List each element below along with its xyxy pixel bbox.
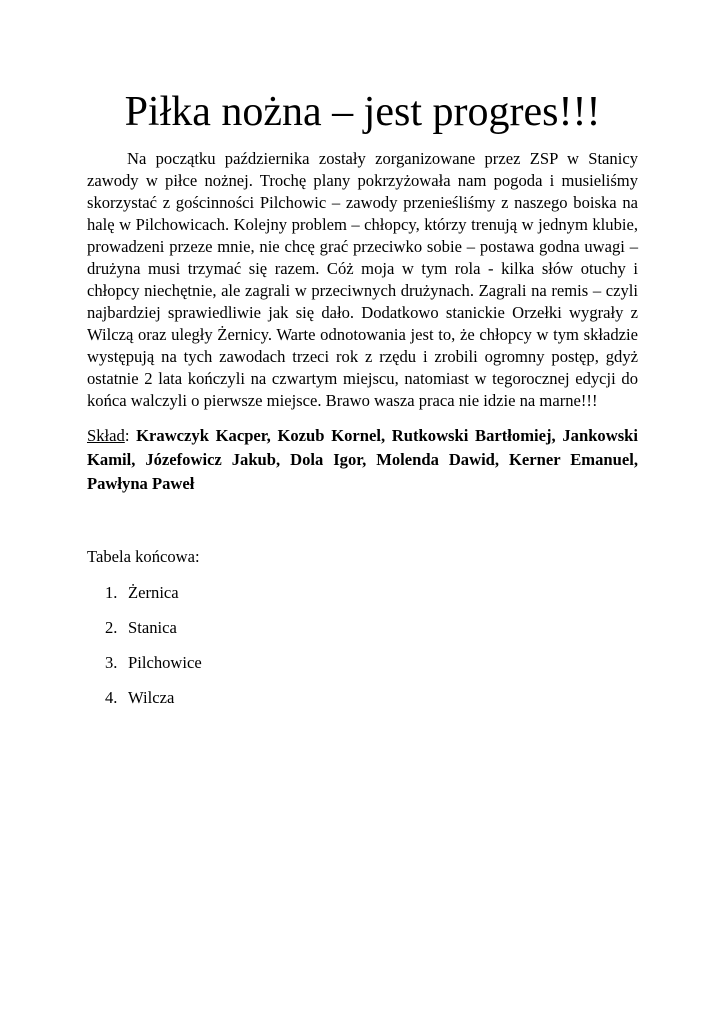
article-paragraph: Na początku października zostały zorganizowane przez ZSP w Stanicy zawody w piłce nożnej. Trochę plany pokrzyżowała nam pogoda i musieliśmy skorzystać z gościnności Pilchowic – zawody przenieśliśmy z naszego boiska na halę w Pilchowicach. Kolejny problem – chłopcy, którzy trenują w jednym klubie, prowadzeni przeze mnie, nie chcę grać przeciwko sobie – postawa godna uwagi – drużyna musi trzymać się razem. Cóż moja w tym rola - kilka słów otuchy i chłopcy niechętnie, ale zagrali w przeciwnych drużynach. Zagrali na remis – czyli najbardziej sprawiedliwie jak się dało. Dodatkowo stanickie Orzełki wygrały z Wilczą oraz uległy Żernicy. Warte odnotowania jest to, że chłopcy w tym składzie występują na tych zawodach trzeci rok z rzędu i zrobili ogromny postęp, gdyż ostatnie 2 lata kończyli na czwartym miejscu, natomiast w tegorocznej edycji do końca walczyli o pierwsze miejsce. Brawo wasza praca nie idzie na marne!!! [87, 149, 638, 410]
document-page [87, 86, 638, 722]
list-item [87, 687, 638, 722]
list-item [87, 582, 638, 617]
list-item-number: 1. [105, 583, 118, 602]
list-item-number: 2. [105, 618, 118, 637]
final-standings-list [87, 582, 638, 722]
list-item-team: Pilchowice [128, 653, 202, 672]
list-item-number: 3. [105, 653, 118, 672]
squad-label: Skład [87, 426, 125, 445]
list-item [87, 617, 638, 652]
list-item-number: 4. [105, 688, 118, 707]
article-title: Piłka nożna – jest progres!!! [124, 89, 601, 135]
list-item-team: Stanica [128, 618, 177, 637]
final-table-heading: Tabela końcowa: [87, 547, 200, 566]
squad-line [87, 424, 638, 496]
squad-names: Krawczyk Kacper, Kozub Kornel, Rutkowski Bartłomiej, Jankowski Kamil, Józefowicz Jakub, Dola Igor, Molenda Dawid, Kerner Emanuel, Pawłyna Paweł [87, 426, 638, 493]
squad-separator: : [124, 426, 137, 445]
list-item-team: Żernica [128, 583, 179, 602]
list-item-team: Wilcza [128, 688, 175, 707]
list-item [87, 652, 638, 687]
